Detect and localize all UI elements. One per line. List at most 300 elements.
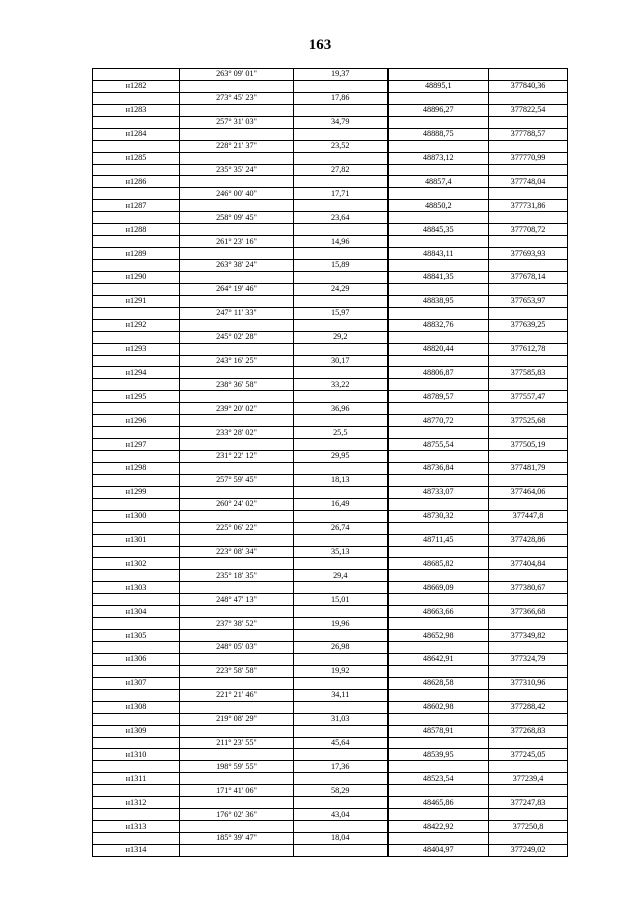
direction-angle-cell: 223° 08' 34" — [180, 546, 294, 558]
y-coordinate-cell: 377788,57 — [489, 128, 568, 140]
segment-length-cell — [294, 701, 388, 713]
point-row — [93, 701, 568, 713]
segment-length-cell: 26,98 — [294, 642, 388, 654]
segment-length-cell — [294, 295, 388, 307]
y-coordinate-cell — [489, 833, 568, 845]
segment-length-cell — [294, 104, 388, 116]
y-coordinate-cell — [489, 737, 568, 749]
x-coordinate-cell — [388, 403, 489, 415]
x-coordinate-cell: 48642,91 — [388, 653, 489, 665]
point-name-cell: н1293 — [93, 343, 180, 355]
x-coordinate-cell — [388, 451, 489, 463]
point-name-cell: н1305 — [93, 630, 180, 642]
direction-angle-cell — [180, 844, 294, 856]
direction-angle-cell: 233° 28' 02" — [180, 427, 294, 439]
point-name-cell: н1283 — [93, 104, 180, 116]
direction-angle-cell — [180, 367, 294, 379]
point-name-cell — [93, 713, 180, 725]
point-name-cell: н1289 — [93, 248, 180, 260]
y-coordinate-cell — [489, 379, 568, 391]
y-coordinate-cell: 377249,02 — [489, 844, 568, 856]
segment-row — [93, 689, 568, 701]
point-name-cell — [93, 116, 180, 128]
x-coordinate-cell: 48770,72 — [388, 415, 489, 427]
point-name-cell: н1302 — [93, 558, 180, 570]
point-row — [93, 486, 568, 498]
point-row — [93, 773, 568, 785]
direction-angle-cell — [180, 725, 294, 737]
segment-length-cell: 30,17 — [294, 355, 388, 367]
point-name-cell: н1310 — [93, 749, 180, 761]
y-coordinate-cell — [489, 761, 568, 773]
direction-angle-cell: 245° 02' 28" — [180, 331, 294, 343]
point-name-cell — [93, 546, 180, 558]
x-coordinate-cell — [388, 713, 489, 725]
point-row — [93, 606, 568, 618]
y-coordinate-cell — [489, 331, 568, 343]
segment-length-cell: 18,13 — [294, 474, 388, 486]
x-coordinate-cell — [388, 737, 489, 749]
x-coordinate-cell: 48422,92 — [388, 821, 489, 833]
direction-angle-cell: 171° 41' 06" — [180, 785, 294, 797]
point-name-cell: н1282 — [93, 80, 180, 92]
segment-row — [93, 403, 568, 415]
segment-row — [93, 427, 568, 439]
y-coordinate-cell: 377464,06 — [489, 486, 568, 498]
point-row — [93, 319, 568, 331]
point-row — [93, 534, 568, 546]
direction-angle-cell — [180, 797, 294, 809]
direction-angle-cell: 243° 16' 25" — [180, 355, 294, 367]
segment-length-cell — [294, 367, 388, 379]
segment-row — [93, 116, 568, 128]
x-coordinate-cell: 48663,66 — [388, 606, 489, 618]
direction-angle-cell — [180, 80, 294, 92]
y-coordinate-cell: 377585,83 — [489, 367, 568, 379]
segment-length-cell — [294, 343, 388, 355]
segment-length-cell: 17,36 — [294, 761, 388, 773]
point-name-cell: н1307 — [93, 677, 180, 689]
point-name-cell: н1300 — [93, 510, 180, 522]
y-coordinate-cell — [489, 642, 568, 654]
y-coordinate-cell: 377822,54 — [489, 104, 568, 116]
point-row — [93, 439, 568, 451]
y-coordinate-cell: 377247,83 — [489, 797, 568, 809]
y-coordinate-cell — [489, 522, 568, 534]
x-coordinate-cell: 48711,45 — [388, 534, 489, 546]
y-coordinate-cell — [489, 474, 568, 486]
point-row — [93, 844, 568, 856]
point-name-cell — [93, 355, 180, 367]
direction-angle-cell: 237° 38' 52" — [180, 618, 294, 630]
point-row — [93, 295, 568, 307]
direction-angle-cell: 176° 02' 36" — [180, 809, 294, 821]
direction-angle-cell — [180, 152, 294, 164]
y-coordinate-cell: 377324,79 — [489, 653, 568, 665]
point-name-cell — [93, 618, 180, 630]
y-coordinate-cell — [489, 665, 568, 677]
direction-angle-cell: 235° 18' 35" — [180, 570, 294, 582]
point-name-cell: н1304 — [93, 606, 180, 618]
point-name-cell — [93, 331, 180, 343]
point-name-cell — [93, 403, 180, 415]
point-name-cell: н1303 — [93, 582, 180, 594]
x-coordinate-cell: 48857,4 — [388, 176, 489, 188]
segment-row — [93, 331, 568, 343]
segment-length-cell — [294, 271, 388, 283]
point-name-cell: н1287 — [93, 200, 180, 212]
point-row — [93, 677, 568, 689]
segment-length-cell — [294, 486, 388, 498]
x-coordinate-cell — [388, 69, 489, 81]
direction-angle-cell — [180, 701, 294, 713]
coordinates-table — [92, 68, 568, 857]
point-name-cell: н1286 — [93, 176, 180, 188]
y-coordinate-cell: 377288,42 — [489, 701, 568, 713]
point-name-cell: н1296 — [93, 415, 180, 427]
y-coordinate-cell — [489, 785, 568, 797]
y-coordinate-cell: 377250,8 — [489, 821, 568, 833]
x-coordinate-cell: 48685,82 — [388, 558, 489, 570]
segment-length-cell: 17,86 — [294, 92, 388, 104]
direction-angle-cell: 185° 39' 47" — [180, 833, 294, 845]
point-name-cell — [93, 212, 180, 224]
point-row — [93, 104, 568, 116]
point-name-cell — [93, 498, 180, 510]
point-name-cell: н1297 — [93, 439, 180, 451]
point-name-cell — [93, 785, 180, 797]
point-name-cell: н1312 — [93, 797, 180, 809]
segment-length-cell — [294, 558, 388, 570]
direction-angle-cell — [180, 224, 294, 236]
segment-row — [93, 570, 568, 582]
point-name-cell — [93, 642, 180, 654]
direction-angle-cell: 235° 35' 24" — [180, 164, 294, 176]
segment-length-cell — [294, 439, 388, 451]
point-row — [93, 749, 568, 761]
segment-length-cell: 31,03 — [294, 713, 388, 725]
y-coordinate-cell: 377678,14 — [489, 271, 568, 283]
point-name-cell: н1313 — [93, 821, 180, 833]
y-coordinate-cell — [489, 713, 568, 725]
x-coordinate-cell — [388, 188, 489, 200]
y-coordinate-cell: 377349,82 — [489, 630, 568, 642]
segment-row — [93, 355, 568, 367]
point-name-cell — [93, 140, 180, 152]
segment-row — [93, 737, 568, 749]
point-name-cell — [93, 260, 180, 272]
segment-length-cell — [294, 534, 388, 546]
direction-angle-cell — [180, 319, 294, 331]
x-coordinate-cell: 48896,27 — [388, 104, 489, 116]
x-coordinate-cell: 48730,32 — [388, 510, 489, 522]
y-coordinate-cell — [489, 116, 568, 128]
segment-length-cell — [294, 797, 388, 809]
y-coordinate-cell — [489, 498, 568, 510]
x-coordinate-cell — [388, 116, 489, 128]
point-name-cell: н1285 — [93, 152, 180, 164]
point-row — [93, 80, 568, 92]
segment-length-cell: 27,82 — [294, 164, 388, 176]
segment-length-cell: 23,52 — [294, 140, 388, 152]
y-coordinate-cell: 377366,68 — [489, 606, 568, 618]
x-coordinate-cell: 48832,76 — [388, 319, 489, 331]
segment-length-cell: 34,11 — [294, 689, 388, 701]
segment-length-cell: 29,95 — [294, 451, 388, 463]
direction-angle-cell: 247° 11' 33" — [180, 307, 294, 319]
direction-angle-cell: 263° 09' 01" — [180, 69, 294, 81]
segment-length-cell — [294, 844, 388, 856]
y-coordinate-cell — [489, 355, 568, 367]
y-coordinate-cell: 377268,83 — [489, 725, 568, 737]
direction-angle-cell — [180, 630, 294, 642]
direction-angle-cell: 257° 59' 45" — [180, 474, 294, 486]
segment-row — [93, 809, 568, 821]
point-name-cell — [93, 283, 180, 295]
x-coordinate-cell: 48404,97 — [388, 844, 489, 856]
y-coordinate-cell: 377447,8 — [489, 510, 568, 522]
x-coordinate-cell — [388, 618, 489, 630]
segment-length-cell: 15,97 — [294, 307, 388, 319]
y-coordinate-cell — [489, 260, 568, 272]
x-coordinate-cell — [388, 307, 489, 319]
segment-length-cell: 24,29 — [294, 283, 388, 295]
x-coordinate-cell — [388, 642, 489, 654]
point-name-cell — [93, 379, 180, 391]
segment-length-cell — [294, 630, 388, 642]
y-coordinate-cell: 377612,78 — [489, 343, 568, 355]
direction-angle-cell: 257° 31' 03" — [180, 116, 294, 128]
segment-length-cell: 29,4 — [294, 570, 388, 582]
segment-length-cell — [294, 821, 388, 833]
y-coordinate-cell — [489, 451, 568, 463]
point-row — [93, 200, 568, 212]
y-coordinate-cell: 377653,97 — [489, 295, 568, 307]
x-coordinate-cell — [388, 92, 489, 104]
point-name-cell — [93, 570, 180, 582]
point-row — [93, 152, 568, 164]
segment-length-cell — [294, 462, 388, 474]
point-row — [93, 821, 568, 833]
segment-row — [93, 451, 568, 463]
segment-row — [93, 522, 568, 534]
point-name-cell — [93, 833, 180, 845]
point-name-cell — [93, 665, 180, 677]
segment-row — [93, 833, 568, 845]
point-row — [93, 462, 568, 474]
coordinates-table-body — [93, 69, 568, 857]
segment-row — [93, 618, 568, 630]
segment-length-cell — [294, 415, 388, 427]
direction-angle-cell — [180, 415, 294, 427]
x-coordinate-cell — [388, 570, 489, 582]
y-coordinate-cell: 377693,93 — [489, 248, 568, 260]
point-row — [93, 797, 568, 809]
y-coordinate-cell — [489, 618, 568, 630]
x-coordinate-cell: 48895,1 — [388, 80, 489, 92]
direction-angle-cell — [180, 104, 294, 116]
point-name-cell: н1306 — [93, 653, 180, 665]
y-coordinate-cell: 377708,72 — [489, 224, 568, 236]
segment-length-cell — [294, 606, 388, 618]
direction-angle-cell — [180, 391, 294, 403]
y-coordinate-cell: 377481,79 — [489, 462, 568, 474]
x-coordinate-cell: 48850,2 — [388, 200, 489, 212]
direction-angle-cell — [180, 534, 294, 546]
direction-angle-cell: 263° 38' 24" — [180, 260, 294, 272]
x-coordinate-cell — [388, 260, 489, 272]
x-coordinate-cell — [388, 164, 489, 176]
point-name-cell: н1314 — [93, 844, 180, 856]
point-name-cell — [93, 594, 180, 606]
x-coordinate-cell: 48602,98 — [388, 701, 489, 713]
point-row — [93, 582, 568, 594]
segment-length-cell — [294, 391, 388, 403]
segment-row — [93, 140, 568, 152]
segment-length-cell: 58,29 — [294, 785, 388, 797]
x-coordinate-cell: 48578,91 — [388, 725, 489, 737]
direction-angle-cell — [180, 821, 294, 833]
point-name-cell — [93, 761, 180, 773]
y-coordinate-cell — [489, 140, 568, 152]
y-coordinate-cell — [489, 283, 568, 295]
point-row — [93, 653, 568, 665]
point-name-cell — [93, 69, 180, 81]
point-name-cell: н1290 — [93, 271, 180, 283]
segment-length-cell — [294, 653, 388, 665]
segment-row — [93, 69, 568, 81]
direction-angle-cell — [180, 462, 294, 474]
direction-angle-cell — [180, 558, 294, 570]
point-name-cell — [93, 737, 180, 749]
y-coordinate-cell — [489, 164, 568, 176]
direction-angle-cell — [180, 510, 294, 522]
y-coordinate-cell — [489, 92, 568, 104]
direction-angle-cell — [180, 773, 294, 785]
direction-angle-cell — [180, 749, 294, 761]
x-coordinate-cell — [388, 331, 489, 343]
direction-angle-cell — [180, 582, 294, 594]
direction-angle-cell — [180, 128, 294, 140]
x-coordinate-cell — [388, 833, 489, 845]
segment-length-cell — [294, 582, 388, 594]
point-name-cell — [93, 522, 180, 534]
direction-angle-cell — [180, 271, 294, 283]
x-coordinate-cell — [388, 474, 489, 486]
point-name-cell — [93, 474, 180, 486]
x-coordinate-cell: 48465,86 — [388, 797, 489, 809]
x-coordinate-cell: 48628,58 — [388, 677, 489, 689]
y-coordinate-cell: 377840,36 — [489, 80, 568, 92]
segment-length-cell: 35,13 — [294, 546, 388, 558]
direction-angle-cell: 228° 21' 37" — [180, 140, 294, 152]
point-name-cell: н1284 — [93, 128, 180, 140]
direction-angle-cell: 258° 09' 45" — [180, 212, 294, 224]
segment-row — [93, 307, 568, 319]
segment-row — [93, 761, 568, 773]
segment-length-cell: 26,74 — [294, 522, 388, 534]
direction-angle-cell: 248° 05' 03" — [180, 642, 294, 654]
y-coordinate-cell: 377748,04 — [489, 176, 568, 188]
segment-length-cell — [294, 725, 388, 737]
direction-angle-cell: 246° 00' 40" — [180, 188, 294, 200]
direction-angle-cell: 260° 24' 02" — [180, 498, 294, 510]
point-row — [93, 725, 568, 737]
x-coordinate-cell: 48838,95 — [388, 295, 489, 307]
x-coordinate-cell: 48652,98 — [388, 630, 489, 642]
y-coordinate-cell — [489, 570, 568, 582]
segment-length-cell: 17,71 — [294, 188, 388, 200]
y-coordinate-cell: 377525,68 — [489, 415, 568, 427]
x-coordinate-cell — [388, 522, 489, 534]
segment-row — [93, 283, 568, 295]
segment-length-cell — [294, 200, 388, 212]
segment-row — [93, 92, 568, 104]
y-coordinate-cell: 377731,86 — [489, 200, 568, 212]
point-name-cell — [93, 92, 180, 104]
segment-length-cell — [294, 152, 388, 164]
direction-angle-cell: 211° 23' 55" — [180, 737, 294, 749]
segment-length-cell: 29,2 — [294, 331, 388, 343]
point-name-cell — [93, 307, 180, 319]
x-coordinate-cell: 48733,07 — [388, 486, 489, 498]
segment-length-cell: 19,96 — [294, 618, 388, 630]
x-coordinate-cell — [388, 212, 489, 224]
segment-row — [93, 188, 568, 200]
point-name-cell — [93, 451, 180, 463]
x-coordinate-cell: 48789,57 — [388, 391, 489, 403]
point-name-cell: н1299 — [93, 486, 180, 498]
direction-angle-cell: 221° 21' 46" — [180, 689, 294, 701]
point-name-cell: н1298 — [93, 462, 180, 474]
segment-row — [93, 164, 568, 176]
segment-length-cell: 33,22 — [294, 379, 388, 391]
y-coordinate-cell: 377380,67 — [489, 582, 568, 594]
point-row — [93, 367, 568, 379]
x-coordinate-cell: 48523,54 — [388, 773, 489, 785]
direction-angle-cell: 225° 06' 22" — [180, 522, 294, 534]
segment-length-cell — [294, 80, 388, 92]
y-coordinate-cell: 377557,47 — [489, 391, 568, 403]
segment-row — [93, 260, 568, 272]
point-name-cell: н1288 — [93, 224, 180, 236]
x-coordinate-cell — [388, 809, 489, 821]
y-coordinate-cell — [489, 69, 568, 81]
segment-row — [93, 642, 568, 654]
point-name-cell — [93, 164, 180, 176]
segment-row — [93, 713, 568, 725]
segment-row — [93, 546, 568, 558]
x-coordinate-cell — [388, 379, 489, 391]
direction-angle-cell: 248° 47' 13" — [180, 594, 294, 606]
point-row — [93, 558, 568, 570]
segment-length-cell — [294, 224, 388, 236]
segment-length-cell: 16,49 — [294, 498, 388, 510]
segment-length-cell: 15,01 — [294, 594, 388, 606]
point-row — [93, 510, 568, 522]
point-row — [93, 176, 568, 188]
y-coordinate-cell: 377639,25 — [489, 319, 568, 331]
direction-angle-cell: 264° 19' 46" — [180, 283, 294, 295]
y-coordinate-cell: 377245,05 — [489, 749, 568, 761]
segment-row — [93, 379, 568, 391]
direction-angle-cell: 273° 45' 23" — [180, 92, 294, 104]
point-row — [93, 128, 568, 140]
segment-length-cell: 19,92 — [294, 665, 388, 677]
point-name-cell: н1295 — [93, 391, 180, 403]
x-coordinate-cell — [388, 427, 489, 439]
segment-length-cell — [294, 176, 388, 188]
